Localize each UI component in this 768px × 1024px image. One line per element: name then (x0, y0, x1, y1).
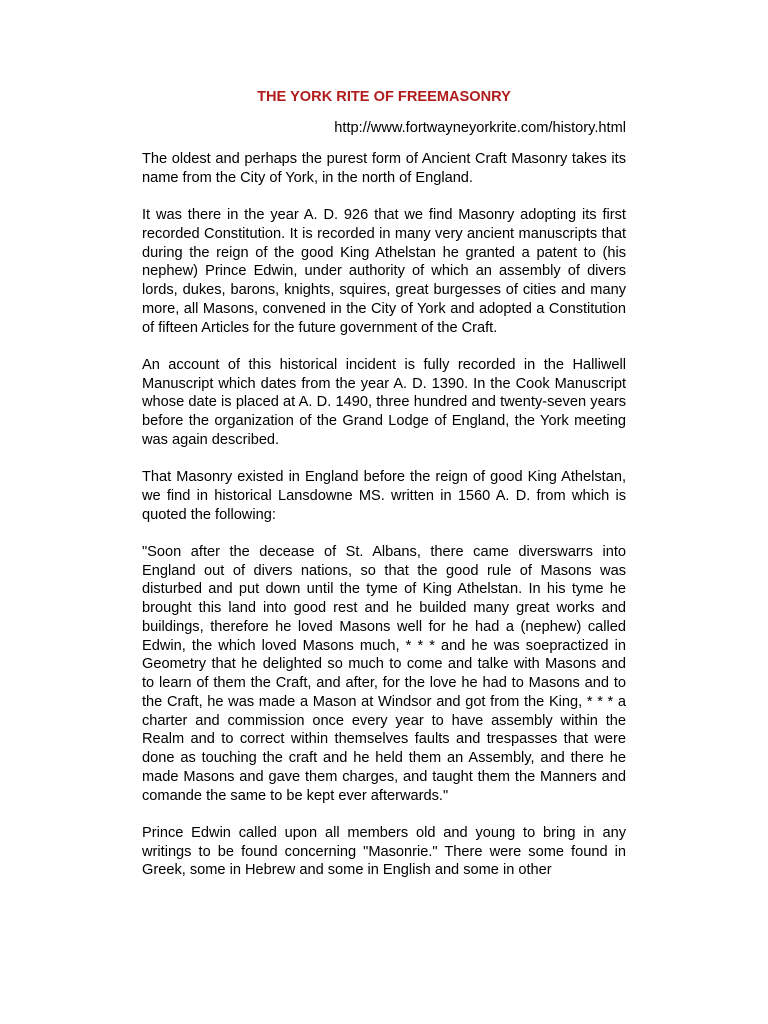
paragraph-halliwell: An account of this historical incident is fully recorded in the Halliwell Manuscript which dates from the year A. D. 1390. In the Cook Manuscript whose date is placed at A. D. 1490, three hundred and twenty-seven years before the organization of the Grand Lodge of England, the York meeting was again described. (142, 356, 626, 448)
paragraph-constitution: It was there in the year A. D. 926 that we find Masonry adopting its first recorded Constitution. It is recorded in many very ancient manuscripts that during the reign of the good King Athelstan he granted a patent to (his nephew) Prince Edwin, under authority of which an assembly of divers lords, dukes, barons, knights, squires, great burgesses of cities and many more, all Masons, convened in the City of York and adopted a Constitution of fifteen Articles for the future government of the Craft. (142, 207, 626, 336)
document-title: THE YORK RITE OF FREEMASONRY (257, 89, 511, 105)
paragraph-intro: The oldest and perhaps the purest form of Ancient Craft Masonry takes its name from the City of York, in the north of England. (142, 151, 626, 186)
paragraph-lansdowne: That Masonry existed in England before the reign of good King Athelstan, we find in historical Lansdowne MS. written in 1560 A. D. from which is quoted the following: (142, 469, 626, 523)
document-body (142, 88, 626, 899)
paragraph-quotation: "Soon after the decease of St. Albans, there came diverswarrs into England out of divers nations, so that the good rule of Masons was disturbed and put down until the tyme of King Athelstan. In his tyme he brought this land into good rest and he builded many great works and buildings, therefore he loved Masons well for he had a (nephew) called Edwin, the which loved Masons much, * * * and he was soepractized in Geometry that he delighted so much to come and talke with Masons and to learn of them the Craft, and after, for the love he had to Masons and to the Craft, he was made a Mason at Windsor and got from the King, * * * a charter and commission once every year to have assembly within the Realm and to correct within themselves faults and trespasses that were done as touching the craft and he held them an Assembly, and there he made Masons and gave them charges, and taught them the Manners and comande the same to be kept ever afterwards." (142, 543, 626, 804)
source-url: http://www.fortwayneyorkrite.com/history.html (334, 120, 626, 136)
paragraph-prince-edwin: Prince Edwin called upon all members old and young to bring in any writings to be found concerning "Masonrie." There were some found in Greek, some in Hebrew and some in English and some in other (142, 824, 626, 879)
